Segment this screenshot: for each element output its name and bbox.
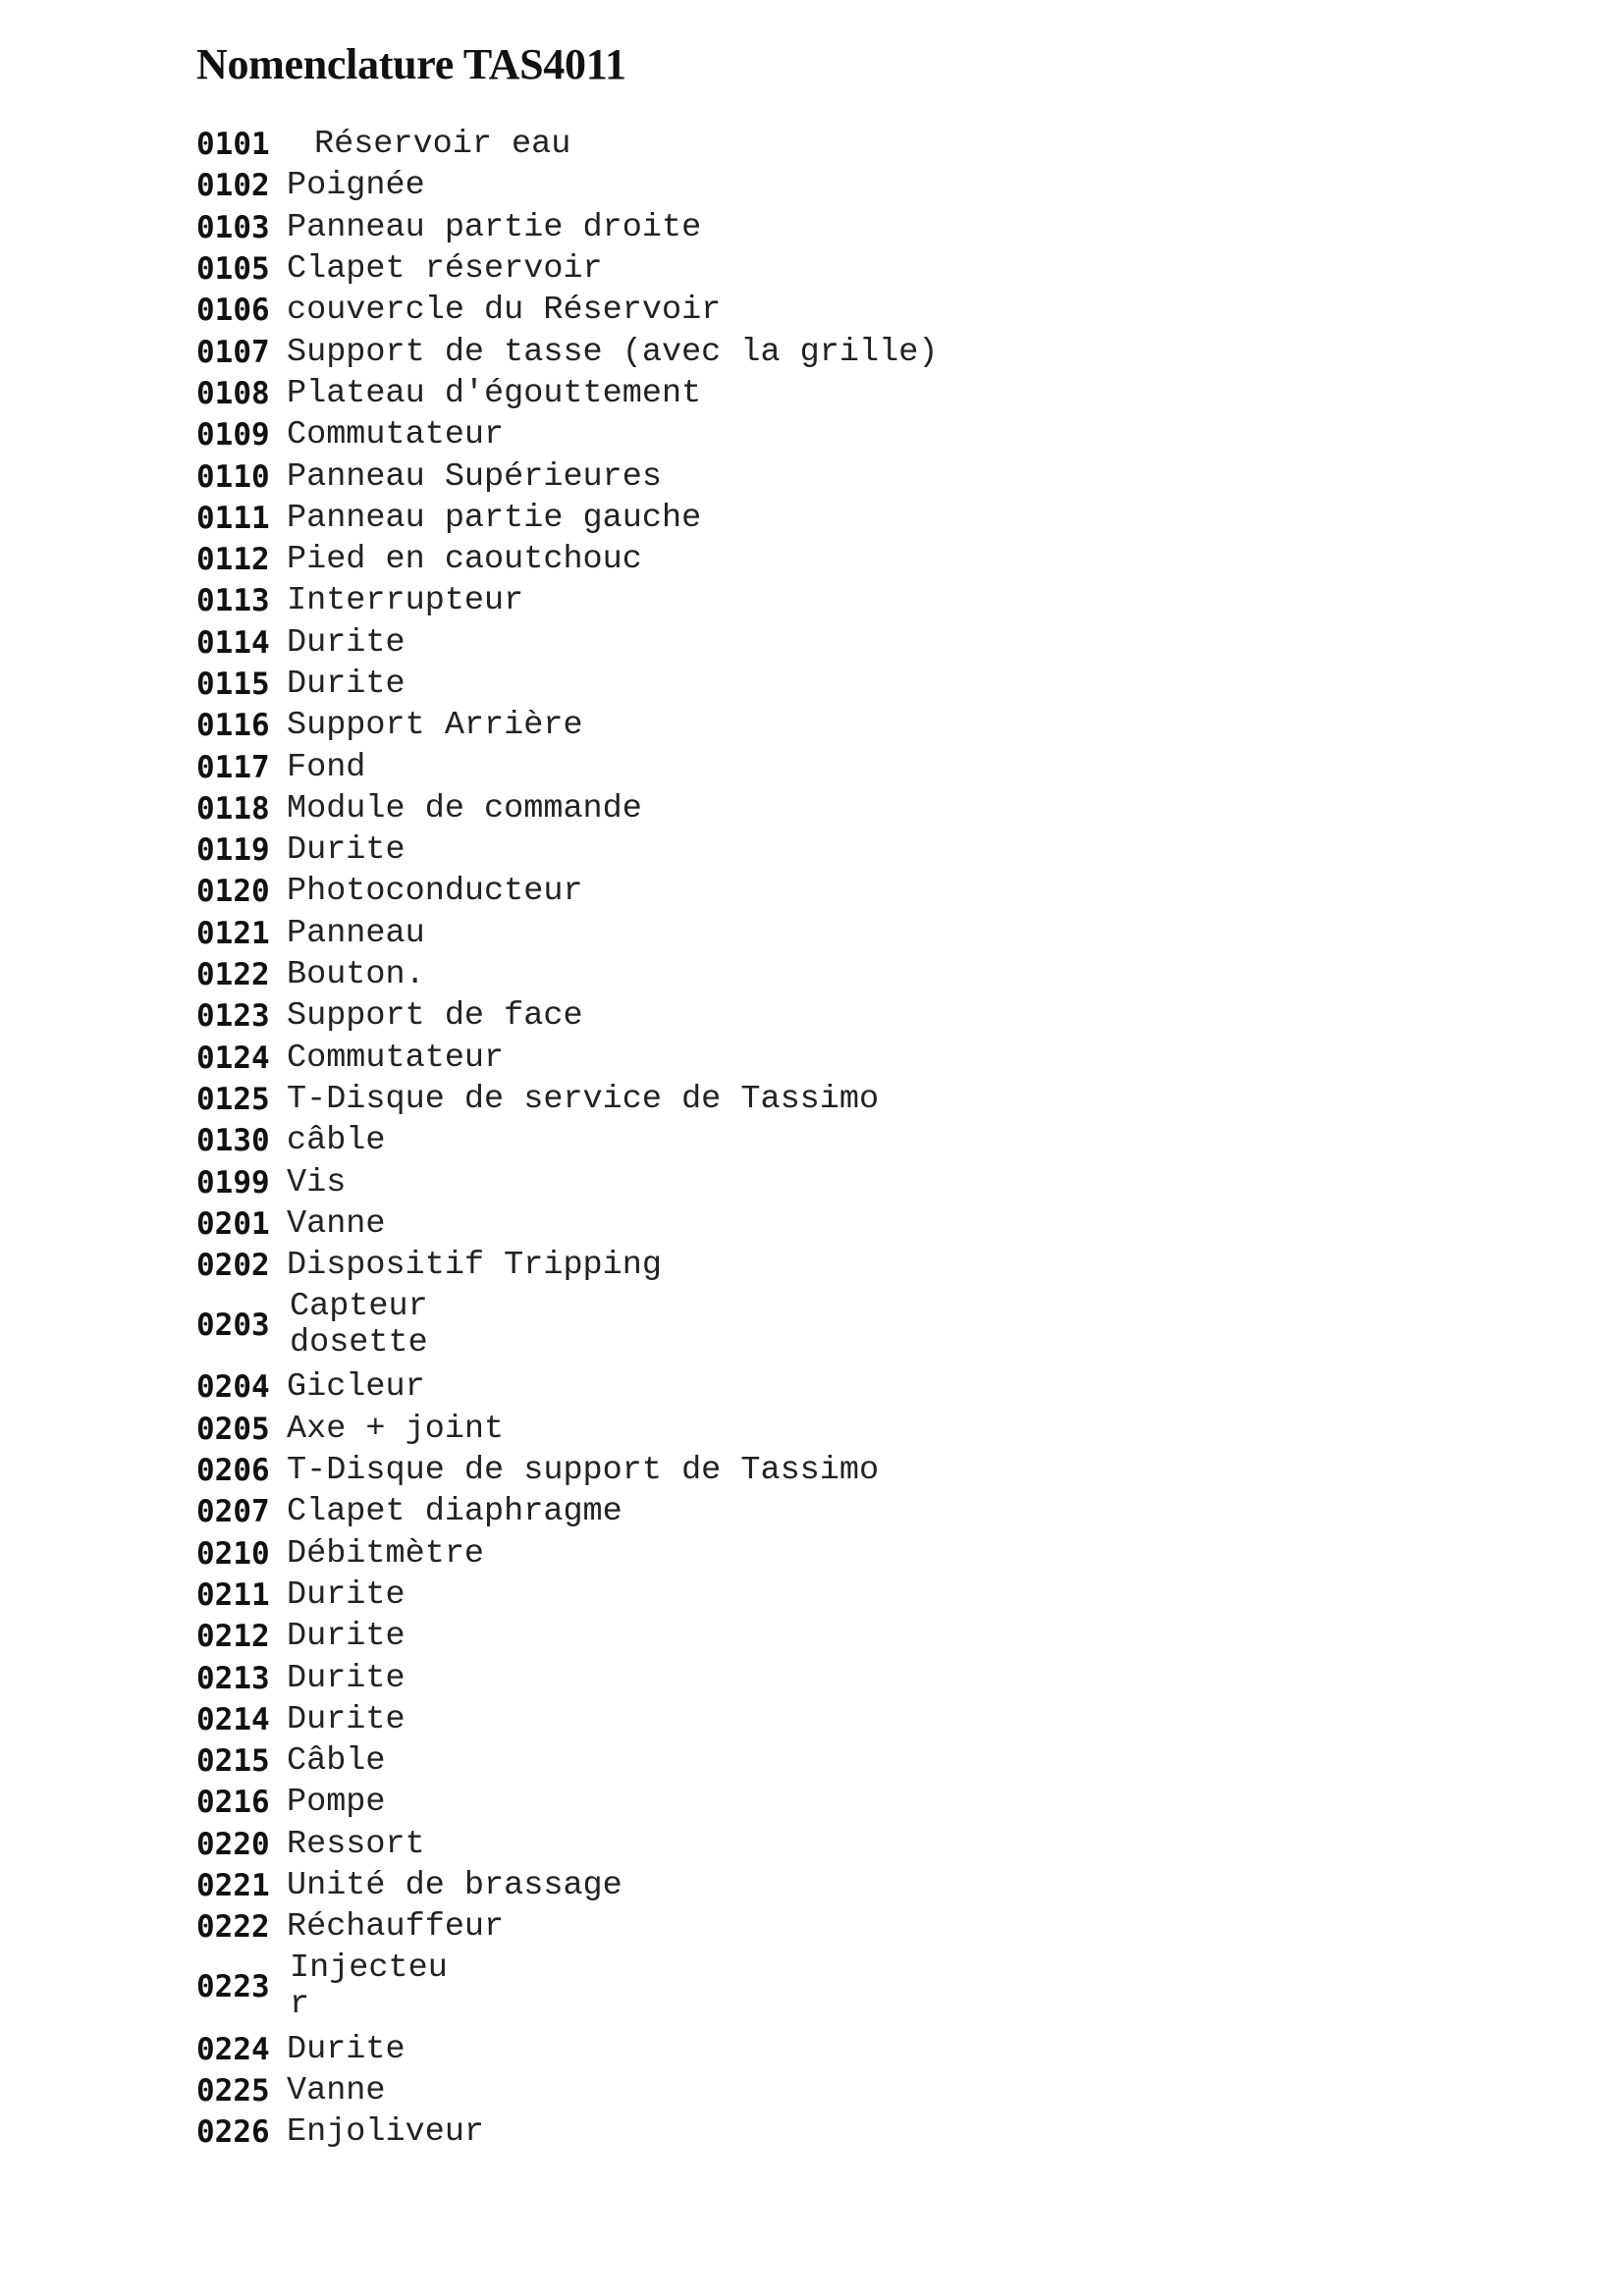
part-row [196,1740,1375,1782]
part-row [196,373,1375,414]
part-code: 0212 [196,1619,270,1655]
part-name: Interrupteur [287,582,524,620]
part-code: 0119 [196,832,270,869]
part-code: 0220 [196,1826,270,1862]
part-code: 0207 [196,1494,270,1530]
part-row [196,455,1375,497]
part-code: 0211 [196,1576,270,1613]
part-code: 0222 [196,1909,270,1946]
part-code: 0107 [196,334,270,370]
part-row [196,1409,1375,1450]
part-row [196,124,1375,165]
part-row [196,1286,1375,1364]
part-name: Fond [287,748,366,786]
part-code: 0121 [196,915,270,951]
part-name: câble [287,1122,386,1160]
part-name: Pompe [287,1784,386,1822]
part-code: 0117 [196,749,270,785]
part-code: 0110 [196,458,270,495]
part-row [196,580,1375,621]
part-row [196,1575,1375,1616]
part-name: Vanne [287,2071,386,2109]
part-name: Débitmètre [287,1534,485,1573]
part-row [196,248,1375,290]
part-name: T-Disque de service de Tassimo [287,1080,880,1118]
part-name: Vanne [287,1204,386,1243]
part-code: 0116 [196,708,270,744]
part-row [196,498,1375,539]
part-row [196,1616,1375,1657]
part-name: Support Arrière [287,707,583,745]
part-code: 0108 [196,375,270,411]
part-code: 0225 [196,2072,270,2109]
part-row [196,1120,1375,1161]
part-row [196,165,1375,206]
part-row [196,1533,1375,1575]
part-name: Durite [287,1618,406,1656]
part-code: 0213 [196,1660,270,1696]
part-row [196,622,1375,664]
part-name: Ressort [287,1825,425,1863]
part-row [196,1161,1375,1202]
part-code: 0114 [196,624,270,661]
part-code: 0125 [196,1081,270,1117]
part-code: 0106 [196,293,270,329]
part-code: 0105 [196,251,270,288]
part-row [196,664,1375,705]
part-row [196,1657,1375,1698]
part-code: 0214 [196,1701,270,1737]
part-row [196,1491,1375,1532]
part-code: 0109 [196,417,270,454]
part-name: Poignée [287,167,425,205]
part-code: 0201 [196,1205,270,1242]
part-code: 0199 [196,1164,270,1201]
document-title: Nomenclature TAS4011 [196,40,626,88]
part-name: Clapet réservoir [287,250,603,289]
part-row [196,1906,1375,1948]
part-row [196,2111,1375,2153]
part-code: 0205 [196,1411,270,1447]
part-code: 0221 [196,1868,270,1904]
part-name: Dispositif Tripping [287,1247,662,1285]
part-row [196,746,1375,787]
part-row [196,2070,1375,2111]
part-name: Support de tasse (avec la grille) [287,333,939,371]
part-row [196,705,1375,746]
part-name: Durite [287,1700,406,1738]
part-code: 0120 [196,874,270,910]
part-name: Réchauffeur [287,1908,505,1947]
part-code: 0103 [196,209,270,245]
part-name: Axe + joint [287,1410,505,1448]
part-code: 0115 [196,667,270,702]
part-row [196,1699,1375,1740]
part-name: Durite [287,1659,406,1697]
part-row [196,1865,1375,1906]
part-row [196,414,1375,455]
part-code: 0223 [196,1969,270,2005]
part-name: Durite [287,623,406,662]
part-row [196,207,1375,248]
part-name: Unité de brassage [287,1867,622,1905]
part-row [196,1824,1375,1865]
part-code: 0111 [196,500,270,536]
parts-list [196,124,1375,2153]
part-name: Durite [287,666,406,703]
part-row [196,871,1375,912]
part-code: 0113 [196,583,270,619]
part-code: 0203 [196,1308,270,1344]
part-row [196,1450,1375,1491]
part-row [196,1079,1375,1120]
part-name: Durite [287,1575,406,1614]
part-name: Bouton. [287,956,425,994]
part-row [196,539,1375,580]
part-name: Support de face [287,997,583,1036]
part-name: Panneau partie gauche [287,499,702,537]
part-name: Panneau partie droite [287,208,702,246]
part-name: Injecteu r [290,1949,448,2024]
part-name: Gicleur [287,1368,425,1407]
part-code: 0204 [196,1369,270,1406]
part-row [196,1038,1375,1079]
part-name: Capteur dosette [290,1288,428,1362]
part-name: Enjoliveur [287,2113,485,2152]
part-row [196,913,1375,954]
part-row [196,995,1375,1037]
part-row [196,1203,1375,1245]
part-name: Commutateur [287,1039,505,1077]
part-row [196,290,1375,331]
part-name: Panneau [287,914,425,952]
part-name: Vis [287,1163,347,1201]
part-name: Clapet diaphragme [287,1493,622,1531]
part-name: couvercle du Réservoir [287,292,722,330]
part-name: Module de commande [287,789,642,828]
part-row [196,1245,1375,1286]
part-row [196,954,1375,995]
part-code: 0210 [196,1535,270,1572]
part-name: Commutateur [287,416,505,454]
part-code: 0226 [196,2114,270,2151]
part-name: Panneau Supérieures [287,457,662,496]
part-name: Pied en caoutchouc [287,541,642,579]
part-row [196,2028,1375,2069]
part-row [196,829,1375,871]
part-code: 0224 [196,2031,270,2067]
part-name: Câble [287,1742,386,1781]
part-code: 0202 [196,1248,270,1284]
part-name: T-Disque de support de Tassimo [287,1452,880,1490]
part-code: 0215 [196,1743,270,1780]
part-name: Durite [287,831,406,870]
part-name: Photoconducteur [287,873,583,911]
part-code: 0216 [196,1785,270,1821]
part-code: 0101 [196,127,270,163]
part-row [196,1948,1375,2026]
part-row [196,1366,1375,1408]
part-code: 0130 [196,1123,270,1159]
part-name: Plateau d'égouttement [287,374,702,412]
part-name: Réservoir eau [314,126,571,164]
part-code: 0102 [196,168,270,204]
part-row [196,1782,1375,1823]
part-row [196,788,1375,829]
part-code: 0206 [196,1453,270,1489]
part-code: 0123 [196,998,270,1035]
part-row [196,331,1375,372]
part-name: Durite [287,2030,406,2068]
part-code: 0118 [196,790,270,827]
part-code: 0122 [196,957,270,993]
part-code: 0112 [196,542,270,578]
part-code: 0124 [196,1040,270,1076]
